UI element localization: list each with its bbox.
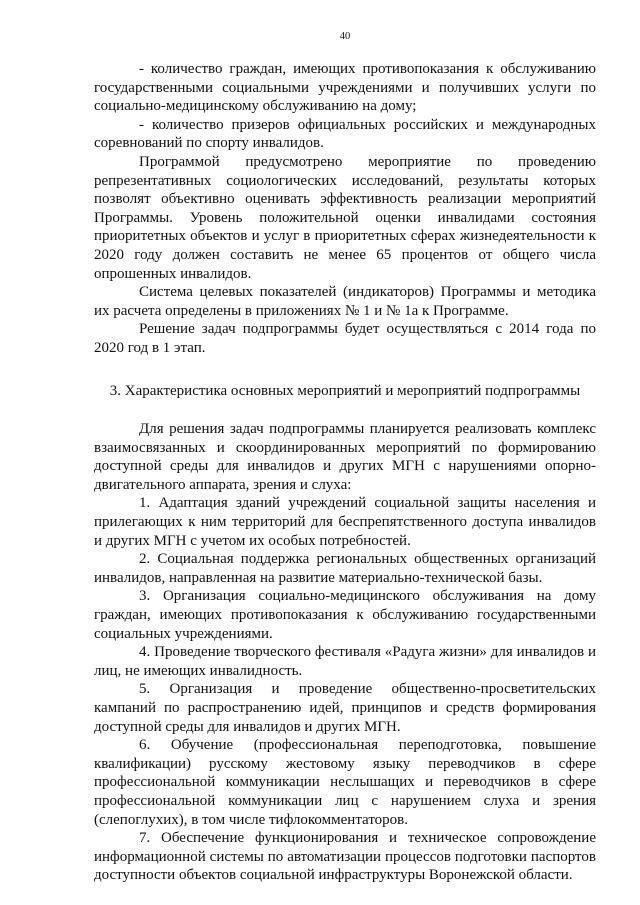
list-item-2: 2. Социальная поддержка региональных общественных организаций инвалидов, направленная на развитие материально-технической базы.	[94, 551, 596, 586]
paragraph-activities-intro: Для решения задач подпрограммы планируется реализовать комплекс взаимосвязанных и скоординированных мероприятий по формированию доступной среды для инвалидов и других МГН с нарушениями опорно-двигательного аппарата, зрения и слуха:	[94, 421, 596, 493]
list-item-5: 5. Организация и проведение общественно-просветительских кампаний по распространению идей, принципов и средств формирования доступной среды для инвалидов и других МГН.	[94, 681, 596, 735]
paragraph-indicator-prize-winners: - количество призеров официальных российских и международных соревнований по спорту инвалидов.	[94, 116, 596, 152]
section-heading: 3. Характеристика основных мероприятий и мероприятий подпрограммы	[109, 382, 581, 399]
document-page	[94, 30, 596, 885]
section-activities	[94, 420, 596, 885]
section-indicators	[94, 60, 596, 358]
page-number: 40	[339, 31, 351, 42]
paragraph-indicator-contraindications: - количество граждан, имеющих противопоказания к обслуживанию государственными социальными учреждениями и получивших услуги по социально-медицинскому обслуживанию на дому;	[94, 61, 596, 115]
list-item-7: 7. Обеспечение функционирования и техническое сопровождение информационной системы по автоматизации процессов подготовки паспортов доступности объектов социальной инфраструктуры Воронежской области.	[94, 830, 596, 884]
paragraph-implementation-period: Решение задач подпрограммы будет осуществляться с 2014 года по 2020 год в 1 этап.	[94, 321, 596, 356]
list-item-4: 4. Проведение творческого фестиваля «Радуга жизни» для инвалидов и лиц, не имеющих инвалидность.	[94, 644, 596, 679]
list-item-6: 6. Обучение (профессиональная переподготовка, повышение квалификации) русскому жестовому языку переводчиков в сфере профессиональной коммуникации неслышащих и переводчиков в сфере профессиональной коммуникации лиц с нарушением слуха и зрения (слепоглухих), в том числе тифлокомментаторов.	[94, 737, 596, 828]
list-item-1: 1. Адаптация зданий учреждений социальной защиты населения и прилегающих к ним территорий для беспрепятственного доступа инвалидов и других МГН с учетом их особых потребностей.	[94, 495, 596, 549]
paragraph-target-indicators: Система целевых показателей (индикаторов) Программы и методика их расчета определены в приложениях № 1 и № 1а к Программе.	[94, 284, 596, 319]
paragraph-sociological-research: Программой предусмотрено мероприятие по проведению репрезентативных социологических исследований, результаты которых позволят объективно оценивать эффективность реализации мероприятий Программы. Уровень положительной оценки инвалидами состояния приоритетных объектов и услуг в приоритетных сферах жизнедеятельности к 2020 году должен составить не менее 65 процентов от общего числа опрошенных инвалидов.	[94, 153, 596, 282]
list-item-3: 3. Организация социально-медицинского обслуживания на дому граждан, имеющих противопоказания к обслуживанию государственными социальных учреждениями.	[94, 588, 596, 642]
